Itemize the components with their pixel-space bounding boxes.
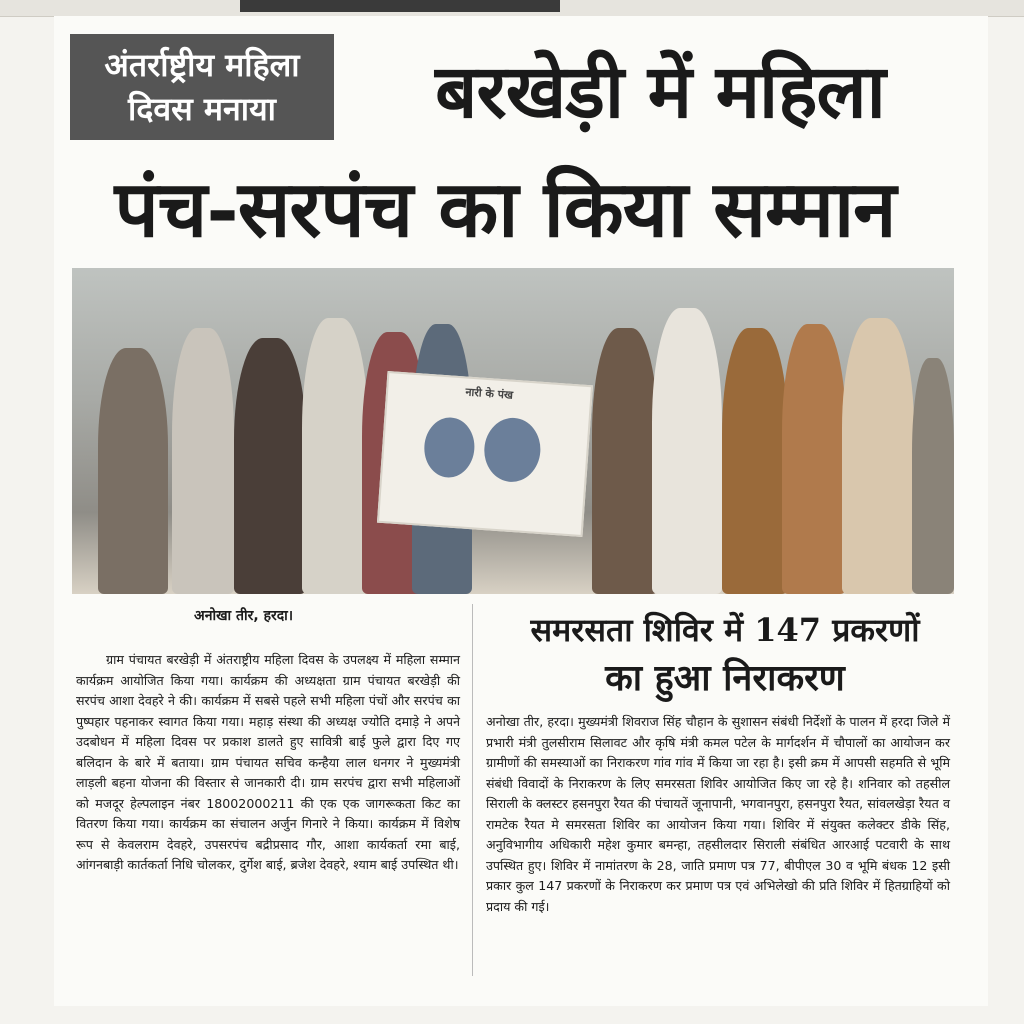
banner-label: नारी के पंख bbox=[464, 385, 514, 402]
story2-body: अनोखा तीर, हरदा। मुख्यमंत्री शिवराज सिंह चौहान के सुशासन संबंधी निर्देशों के पालन में हरदा जिले में प्रभारी मंत्री तुलसीराम सिलावट और कृषि मंत्री कमल पटेल के मार्गदर्शन में चौपालों का आयोजन कर ग्रामीणों की समस्याओं का निराकरण गांव गांव में किया जा रहा है। इसी क्रम में आपसी सहमति से भूमि संबंधी विवादों के निराकरण के लिए समरसता शिविर आयोजित किए जा रहे है। शनिवार को तहसील सिराली के क्लस्टर हसनपुरा रैयत की पंचायतें जूनापानी, भगवानपुरा, हसनपुरा रैयत, सांवलखेड़ा रैयत व रामटेक रैयत मे समरसता शिविर का आयोजन किया गया। शिविर में संयुक्त कलेक्टर डीके सिंह, अनुविभागीय अधिकारी महेश कुमार बमन्हा, तहसीलदार सिराली संबंधित आरआई पटवारी के साथ उपस्थित हुए। शिविर में नामांतरण के 28, जाति प्रमाण पत्र 77, बीपीएल 30 व भूमि बंधक 12 इसी प्रकार कुल 147 प्रकरणों के निराकरण कर प्रमाण पत्र एवं अभिलेखो की प्रति शिविर में हितग्राहियों को प्रदाय की गई। bbox=[486, 714, 951, 914]
section-tag-line2: दिवस मनाया bbox=[128, 90, 276, 128]
headline-line2: पंच-सरपंच का किया सम्मान bbox=[114, 164, 896, 255]
main-headline bbox=[60, 30, 950, 260]
section-tag-line1: अंतर्राष्ट्रीय महिला bbox=[104, 46, 300, 84]
masthead-band bbox=[240, 0, 560, 12]
story1-body: ग्राम पंचायत बरखेड़ी में अंतराष्ट्रीय महिला दिवस के उपलक्ष्य में महिला सम्मान कार्यक्रम आयोजित किया गया। कार्यक्रम की अध्यक्षता ग्राम पंचायत बरखेड़ी की सरपंच आशा देवहरे ने की। कार्यक्रम में सबसे पहले सभी महिला पंचों और सरपंच का पुष्पहार पहनाकर स्वागत किया गया। महाड़ संस्था की अध्यक्ष ज्योति दमाड़े ने अपने उदबोधन में महिला दिवस पर प्रकाश डालते हुए सावित्री बाई फुले द्वारा दिए गए बलिदान के बारे में बताया। ग्राम पंचायत सचिव कन्हैया लाल धनगर ने मुख्यमंत्री लाड़ली बहना योजना की विस्तार से जानकारी दी। ग्राम सरपंच द्वारा सभी महिलाओं को मजदूर हेल्पलाइन नंबर 18002000211 की एक एक जागरूकता किट का वितरण किया गया। कार्यक्रम का संचालन अर्जुन गिनारे ने किया। कार्यक्रम में विशेष रूप से केवलराम देवहरे, उपसरपंच बद्रीप्रसाद गौर, आशा कार्यकर्ता रमा बाई, आंगनबाड़ी कार्तकर्ता निधि चोलकर, दुर्गेश बाई, ब्रजेश देवहरे, श्याम बाई उपस्थित थी। bbox=[76, 652, 460, 872]
story2-headline bbox=[490, 608, 960, 704]
headline-line1: बरखेड़ी में महिला bbox=[435, 49, 885, 135]
story2-headline-line1: समरसता शिविर में 147 प्रकरणों bbox=[530, 611, 920, 649]
story1-byline: अनोखा तीर, हरदा। bbox=[194, 608, 294, 624]
event-banner bbox=[377, 371, 593, 537]
story2-headline-line2: का हुआ निराकरण bbox=[605, 657, 845, 699]
masthead-strip bbox=[0, 0, 1024, 17]
column-divider bbox=[472, 604, 473, 976]
